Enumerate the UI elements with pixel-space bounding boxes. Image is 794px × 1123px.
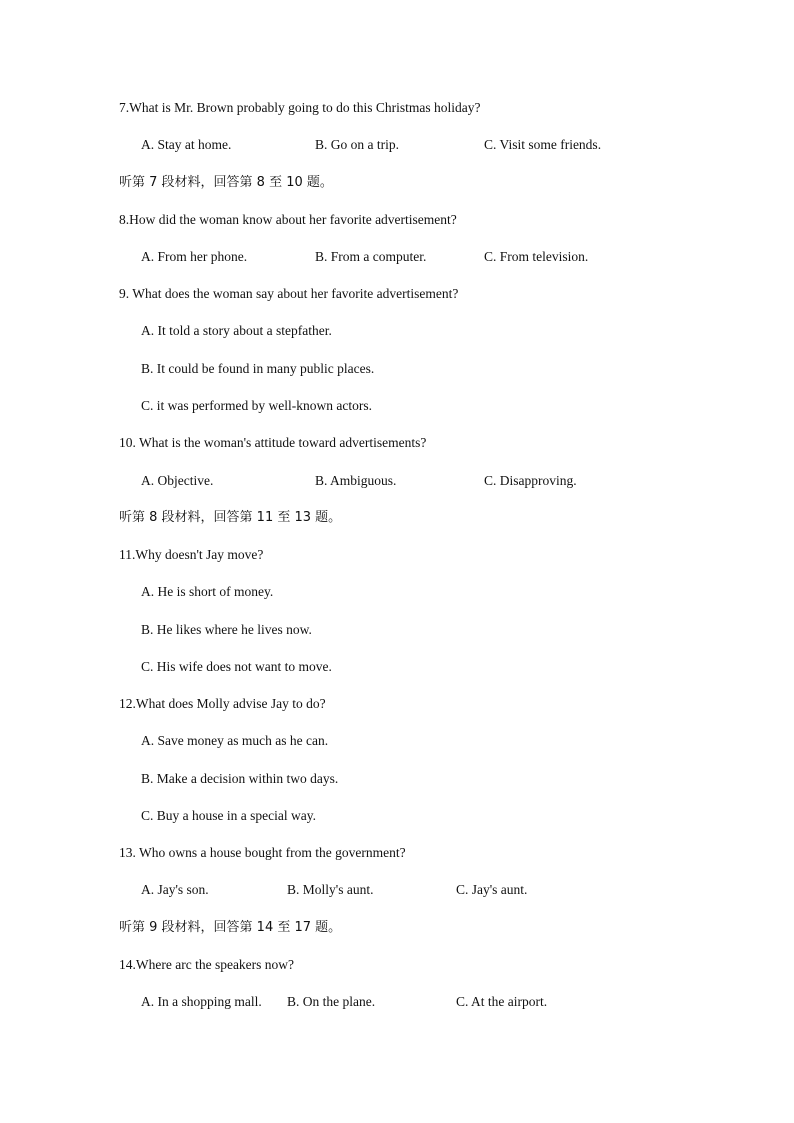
- question-14-option-a: A. In a shopping mall.: [141, 994, 262, 1009]
- question-10-option-c: C. Disapproving.: [484, 473, 577, 488]
- question-12-option-a: A. Save money as much as he can.: [141, 733, 329, 748]
- question-12-option-c: C. Buy a house in a special way.: [141, 808, 316, 823]
- section-header-passage-9: 听第 9 段材料，回答第 14 至 17 题。: [119, 920, 342, 935]
- question-9: 9. What does the woman say about her favorite advertisement?: [119, 286, 459, 301]
- question-7: 7.What is Mr. Brown probably going to do this Christmas holiday?: [119, 100, 481, 115]
- question-13-option-c: C. Jay's aunt.: [456, 882, 528, 897]
- question-12: 12.What does Molly advise Jay to do?: [119, 696, 326, 711]
- question-9-option-a: A. It told a story about a stepfather.: [141, 323, 332, 338]
- question-9-option-b: B. It could be found in many public places.: [141, 361, 375, 376]
- question-12-option-b: B. Make a decision within two days.: [141, 771, 339, 786]
- question-13: 13. Who owns a house bought from the government?: [119, 845, 406, 860]
- question-13-option-a: A. Jay's son.: [141, 882, 209, 897]
- question-10-option-a: A. Objective.: [141, 473, 214, 488]
- question-7-option-b: B. Go on a trip.: [315, 137, 399, 152]
- question-8-option-a: A. From her phone.: [141, 249, 248, 264]
- question-11-option-b: B. He likes where he lives now.: [141, 622, 312, 637]
- question-14-option-b: B. On the plane.: [287, 994, 376, 1009]
- question-10: 10. What is the woman's attitude toward advertisements?: [119, 435, 427, 450]
- section-header-passage-8: 听第 8 段材料，回答第 11 至 13 题。: [119, 510, 342, 525]
- question-13-option-b: B. Molly's aunt.: [287, 882, 374, 897]
- question-10-option-b: B. Ambiguous.: [315, 473, 397, 488]
- section-header-passage-7: 听第 7 段材料，回答第 8 至 10 题。: [119, 175, 333, 190]
- question-7-option-a: A. Stay at home.: [141, 137, 232, 152]
- question-8-option-b: B. From a computer.: [315, 249, 427, 264]
- question-14: 14.Where arc the speakers now?: [119, 957, 295, 972]
- question-11: 11.Why doesn't Jay move?: [119, 547, 264, 562]
- question-11-option-a: A. He is short of money.: [141, 584, 274, 599]
- question-9-option-c: C. it was performed by well-known actors.: [141, 398, 372, 413]
- question-14-option-c: C. At the airport.: [456, 994, 548, 1009]
- question-7-option-c: C. Visit some friends.: [484, 137, 602, 152]
- question-8-option-c: C. From television.: [484, 249, 589, 264]
- question-8: 8.How did the woman know about her favorite advertisement?: [119, 212, 457, 227]
- question-11-option-c: C. His wife does not want to move.: [141, 659, 332, 674]
